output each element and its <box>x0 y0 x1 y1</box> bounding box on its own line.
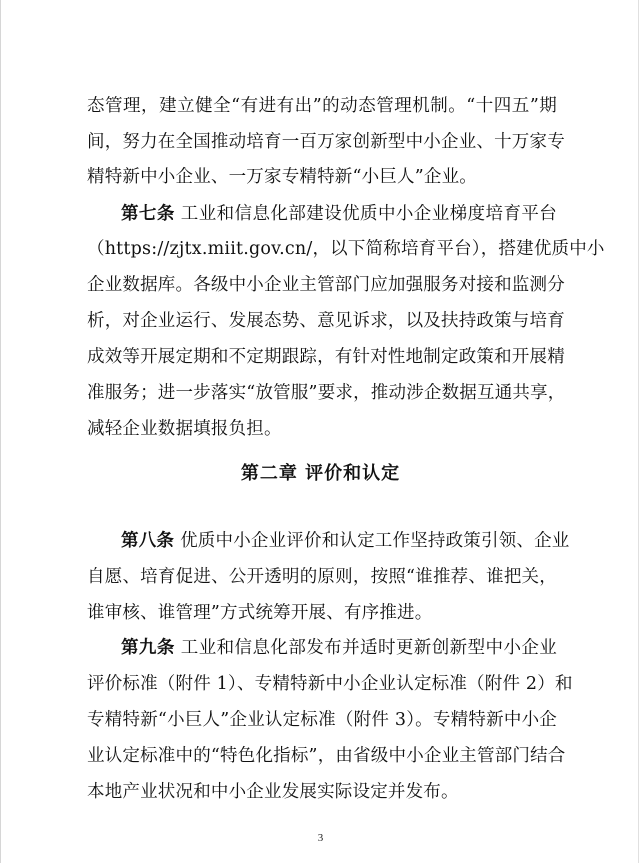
article-7-title: 第七条 <box>121 204 175 224</box>
paragraph-line: （https://zjtx.miit.gov.cn/，以下简称培育平台），搭建优质中小 <box>87 239 605 259</box>
paragraph-line: 本地产业状况和中小企业发展实际设定并发布。 <box>87 782 459 802</box>
paragraph-line: 专精特新“小巨人”企业认定标准（附件 3）。专精特新中小企 <box>87 710 557 730</box>
paragraph-line: 析，对企业运行、发展态势、意见诉求，以及扶持政策与培育 <box>87 311 565 331</box>
paragraph-line: 减轻企业数据填报负担。 <box>87 419 282 439</box>
chapter-title: 第二章 评价和认定 <box>240 463 401 484</box>
article-9-first-line <box>121 637 557 659</box>
article-8-title: 第八条 <box>121 531 175 551</box>
article-7-text: 工业和信息化部建设优质中小企业梯度培育平台 <box>180 204 557 224</box>
page-number: 3 <box>317 832 324 844</box>
paragraph-line: 企业数据库。各级中小企业主管部门应加强服务对接和监测分 <box>87 275 565 295</box>
article-9-title: 第九条 <box>121 638 175 658</box>
paragraph-line: 自愿、培育促进、公开透明的原则，按照“谁推荐、谁把关， <box>87 567 557 587</box>
article-8-first-line <box>121 530 570 552</box>
paragraph-line: 谁审核、谁管理”方式统筹开展、有序推进。 <box>87 603 433 623</box>
article-8-text: 优质中小企业评价和认定工作坚持政策引领、企业 <box>180 531 570 551</box>
paragraph-line: 精特新中小企业、一万家专精特新“小巨人”企业。 <box>87 167 477 187</box>
paragraph-line: 评价标准（附件 1）、专精特新中小企业认定标准（附件 2）和 <box>87 674 573 694</box>
article-9-text: 工业和信息化部发布并适时更新创新型中小企业 <box>180 638 557 658</box>
paragraph-line: 成效等开展定期和不定期跟踪，有针对性地制定政策和开展精 <box>87 347 565 367</box>
article-7-first-line <box>121 203 557 225</box>
paragraph-line: 准服务；进一步落实“放管服”要求，推动涉企数据互通共享， <box>87 383 566 403</box>
paragraph-line: 间，努力在全国推动培育一百万家创新型中小企业、十万家专 <box>87 132 565 152</box>
paragraph-line: 态管理，建立健全“有进有出”的动态管理机制。“十四五”期 <box>87 96 557 116</box>
paragraph-line: 业认定标准中的“特色化指标”，由省级中小企业主管部门结合 <box>87 746 566 766</box>
